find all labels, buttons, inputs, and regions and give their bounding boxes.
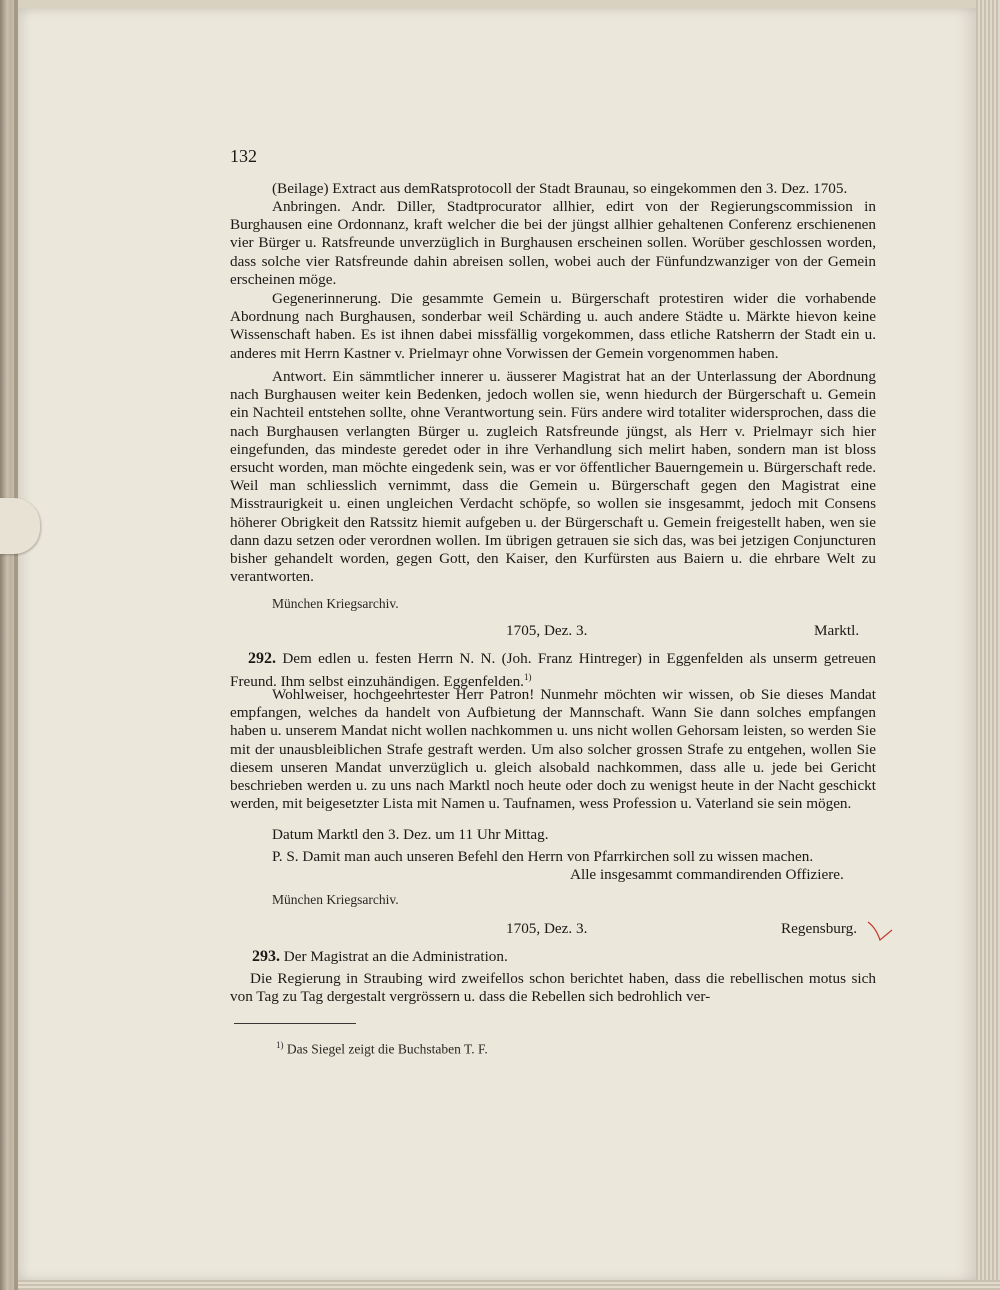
source-note-1: München Kriegsarchiv. bbox=[272, 596, 399, 611]
beilage-heading: (Beilage) Extract aus demRatsprotocoll der Stadt Braunau, so eingekommen den 3. Dez. 1705. bbox=[272, 180, 848, 197]
footnote-ref: 1) bbox=[523, 672, 532, 683]
doc292-body: Wohlweiser, hochgeehrtester Herr Patron! Nunmehr möchten wir wissen, ob Sie dieses Mandat empfangen, welches da handelt von Aufbietung der Mannschaft. Wann Sie dann solches empfangen haben u. unserem Mandat nicht wollen nachkommen u. uns nicht wollen Gehorsam leisten, so werden Sie mit der unausbleiblichen Strafe gestraft werden. Um also solcher grossen Strafe zu entgehen, wollen Sie diesem unseren Mandat unverzüglich u. gleich alsobald nachkommen, dass alle u. jede bei Gericht beschrieben werden u. zu uns nach Marktl noch heute oder doch zu wenigst heute in der Nacht geschickt werden, mit beigesetzter Lista mit Namen u. Taufnamen, wess Profession u. Vaterland sie sein mögen. bbox=[230, 686, 876, 813]
doc292-datum: Datum Marktl den 3. Dez. um 11 Uhr Mittag. bbox=[272, 826, 549, 843]
doc292-postscript: P. S. Damit man auch unseren Befehl den Herrn von Pfarrkirchen soll zu wissen machen. bbox=[272, 848, 814, 865]
footnote-marker: 1) bbox=[276, 1040, 284, 1050]
footnote bbox=[276, 1040, 488, 1058]
doc292-number: 292. bbox=[248, 650, 276, 667]
doc293-address: Der Magistrat an die Administration. bbox=[283, 948, 508, 965]
beilage-antwort: Antwort. Ein sämmtlicher innerer u. äusserer Magistrat hat an der Unterlassung der Abordnung nach Burghausen weiter kein Bedenken, jedoch wollen sie, wenn hiedurch der Bürgerschaft u. Gemein ein Nachteil entstehen sollte, ohne Verantwortung sein. Fürs andere wird totaliter widersprochen, dass die nach Burghausen verlangten Bürger u. zugleich Ratsfreunde jüngst, als Herr v. Prielmayr sich hier eingefunden, das mindeste geredet oder in ihre Verhandlung sich melirt haben, sondern man ist bloss ersucht worden, man möchte eingedenk sein, was er vor öffentlicher Bauerngemein u. Bürgerschaft rede. Weil man schliesslich vernimmt, dass die Gemein u. Bürgerschaft gegen den Magistrat eine Misstraurigkeit u. einen ungleichen Verdacht schöpfe, so wollen sie insgesammt, jedoch mit Consens höherer Obrigkeit den Ratssitz hiemit aufgeben u. der Bürgerschaft u. Gemein freigestellt haben, wen sie dann dazu setzen oder verordnen wollen. Im übrigen getrauen sie sich das, was bei jetzigen Conjuncturen bisher gehandelt worden, gegen Gott, den Kaiser, den Kurfürsten aus Baiern u. die ehrbare Welt zu verantworten. bbox=[230, 368, 876, 586]
page-stack-edge-bottom bbox=[18, 1280, 1000, 1290]
doc293-date: 1705, Dez. 3. bbox=[506, 920, 588, 937]
beilage-anbringen: Anbringen. Andr. Diller, Stadtprocurator allhier, edirt von der Regierungscommission in Burghausen eine Ordonnanz, kraft welcher die bei der jüngst allhier gehaltenen Conferenz erschienenen vier Bürger u. Ratsfreunde unverzüglich in Burghausen erscheinen sollen. Worüber geschlossen worden, dass solche vier Ratsfreunde dahin abreisen sollen, wobei auch der Fünfundzwanziger von der Gemein erscheinen möge. bbox=[230, 198, 876, 288]
doc292-place: Marktl. bbox=[814, 622, 860, 639]
footnote-text: Das Siegel zeigt die Buchstaben T. F. bbox=[286, 1041, 488, 1057]
doc293-header bbox=[230, 948, 876, 966]
doc292-date: 1705, Dez. 3. bbox=[506, 622, 588, 639]
source-note-2: München Kriegsarchiv. bbox=[272, 892, 399, 907]
doc293-place: Regensburg. bbox=[781, 920, 858, 937]
doc293-body: Die Regierung in Straubing wird zweifellos schon berichtet haben, dass die rebellischen motus sich von Tag zu Tag dergestalt vergrössern u. dass die Rebellen sich bedrohlich ver- bbox=[230, 970, 876, 1006]
pencil-check-mark bbox=[866, 918, 894, 946]
footnote-rule bbox=[234, 1023, 356, 1024]
doc292-signature: Alle insgesammt commandirenden Offiziere. bbox=[570, 866, 844, 883]
page-number: 132 bbox=[230, 146, 257, 166]
doc293-number: 293. bbox=[252, 948, 280, 965]
book-spine-edge bbox=[0, 0, 18, 1290]
doc292-address: Dem edlen u. festen Herrn N. N. (Joh. Franz Hintreger) in Eggenfelden als unserm getreuen Freund. Ihm selbst einzuhändigen. Eggenfelden. bbox=[230, 650, 877, 691]
page-stack-edge-right bbox=[976, 0, 1000, 1290]
beilage-gegenerinnerung: Gegenerinnerung. Die gesammte Gemein u. Bürgerschaft protestiren wider die vorhabende Abordnung nach Burghausen, sonderbar weil Schärding u. auch andere Städte u. Märkte hievon keine Wissenschaft haben. Es ist ihnen dabei missfällig vorgekommen, dass etliche Ratsherrn der Stadt ein u. anderes mit Herrn Kastner v. Prielmayr ohne Vorwissen der Gemein vorgenommen haben. bbox=[230, 290, 876, 362]
